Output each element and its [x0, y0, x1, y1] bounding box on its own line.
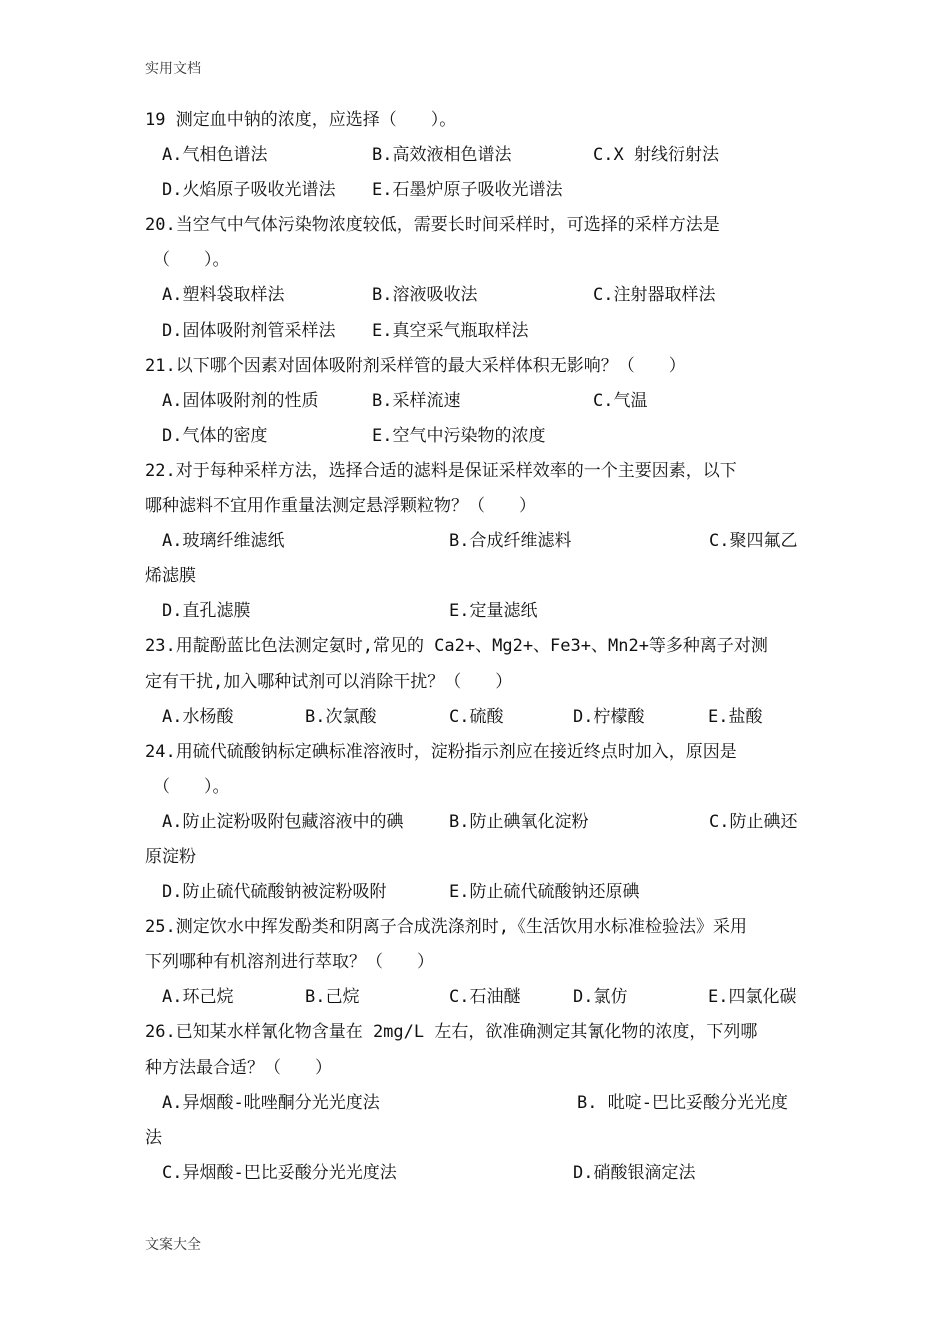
option-row	[145, 314, 810, 349]
page-footer: 文案大全	[145, 1237, 201, 1253]
question-stem: 21.以下哪个因素对固体吸附剂采样管的最大采样体积无影响？（ ）	[145, 355, 686, 376]
option-a: A.异烟酸-吡唑酮分光光度法	[162, 1092, 380, 1113]
option-c: C.异烟酸-巴比妥酸分光光度法	[162, 1162, 397, 1183]
option-b: B.合成纤维滤料	[449, 531, 572, 552]
option-c: C.防止碘还	[709, 811, 798, 832]
option-c: C.石油醚	[449, 987, 521, 1008]
option-e: E.石墨炉原子吸收光谱法	[372, 180, 563, 201]
option-row	[145, 594, 810, 629]
option-e: E.定量滤纸	[449, 601, 538, 622]
question-stem: 24.用硫代硫酸钠标定碘标准溶液时，淀粉指示剂应在接近终点时加入，原因是	[145, 741, 737, 762]
question-stem-cont: 哪种滤料不宜用作重量法测定悬浮颗粒物？（ ）	[145, 496, 536, 517]
option-a: A.玻璃纤维滤纸	[162, 531, 285, 552]
option-a: A.气相色谱法	[162, 145, 268, 166]
option-e: E.防止硫代硫酸钠还原碘	[449, 882, 640, 903]
question-stem: 19 测定血中钠的浓度，应选择（ ）。	[145, 110, 457, 130]
option-b: B.溶液吸收法	[372, 285, 478, 306]
option-row	[145, 419, 810, 454]
question-stem: 25.测定饮水中挥发酚类和阴离子合成洗涤剂时,《生活饮用水标准检验法》采用	[145, 917, 747, 938]
question-21	[145, 349, 810, 454]
question-22	[145, 454, 810, 629]
option-c: C.气温	[593, 390, 648, 411]
question-23	[145, 629, 810, 734]
question-26	[145, 1015, 810, 1190]
question-stem-cont: （ ）。	[153, 250, 230, 271]
question-stem-cont: （ ）。	[153, 776, 230, 797]
option-row	[145, 980, 810, 1015]
option-d: D.柠檬酸	[573, 706, 645, 727]
option-row	[145, 805, 810, 840]
question-stem-cont: 定有干扰,加入哪种试剂可以消除干扰？（ ）	[145, 671, 513, 692]
option-row	[145, 524, 810, 559]
option-c: C.X 射线衍射法	[593, 145, 719, 166]
question-stem-cont: 下列哪种有机溶剂进行萃取？（ ）	[145, 952, 434, 973]
option-e: E.四氯化碳	[708, 987, 797, 1008]
question-list	[145, 103, 810, 1191]
option-d: D.气体的密度	[162, 425, 268, 446]
option-b: B.防止碘氧化淀粉	[449, 811, 589, 832]
question-24	[145, 735, 810, 910]
option-d: D.氯仿	[573, 987, 628, 1008]
option-d: D.硝酸银滴定法	[573, 1162, 696, 1183]
option-wrap: 烯滤膜	[145, 566, 196, 587]
option-d: D.固体吸附剂管采样法	[162, 320, 336, 341]
option-row	[145, 384, 810, 419]
option-row	[145, 138, 810, 173]
option-c: C.聚四氟乙	[709, 531, 798, 552]
option-a: A.环己烷	[162, 987, 234, 1008]
option-wrap: 原淀粉	[145, 846, 196, 867]
option-c: C.硫酸	[449, 706, 504, 727]
option-e: E.真空采气瓶取样法	[372, 320, 529, 341]
option-a: A.水杨酸	[162, 706, 234, 727]
option-row	[145, 173, 810, 208]
question-20	[145, 208, 810, 348]
option-b: B. 吡啶-巴比妥酸分光光度	[577, 1092, 788, 1113]
option-c: C.注射器取样法	[593, 285, 716, 306]
option-d: D.防止硫代硫酸钠被淀粉吸附	[162, 882, 387, 903]
option-row	[145, 875, 810, 910]
question-stem: 20.当空气中气体污染物浓度较低，需要长时间采样时，可选择的采样方法是	[145, 215, 720, 236]
option-b: B.采样流速	[372, 390, 461, 411]
option-wrap: 法	[145, 1127, 162, 1148]
option-row	[145, 1086, 810, 1121]
question-25	[145, 910, 810, 1015]
question-stem: 22.对于每种采样方法，选择合适的滤料是保证采样效率的一个主要因素，以下	[145, 460, 737, 481]
option-d: D.直孔滤膜	[162, 601, 251, 622]
option-a: A.防止淀粉吸附包藏溶液中的碘	[162, 811, 404, 832]
question-19	[145, 103, 810, 208]
option-b: B.己烷	[305, 987, 360, 1008]
question-stem: 26.已知某水样氰化物含量在 2mg/L 左右，欲准确测定其氰化物的浓度，下列哪	[145, 1022, 758, 1043]
option-d: D.火焰原子吸收光谱法	[162, 180, 336, 201]
option-e: E.盐酸	[708, 706, 763, 727]
option-e: E.空气中污染物的浓度	[372, 425, 546, 446]
option-b: B.次氯酸	[305, 706, 377, 727]
page-header: 实用文档	[145, 61, 201, 77]
option-row	[145, 700, 810, 735]
option-row	[145, 278, 810, 313]
option-b: B.高效液相色谱法	[372, 145, 512, 166]
question-stem-cont: 种方法最合适？（ ）	[145, 1057, 332, 1078]
option-a: A.塑料袋取样法	[162, 285, 285, 306]
option-a: A.固体吸附剂的性质	[162, 390, 319, 411]
option-row	[145, 1156, 810, 1191]
question-stem: 23.用靛酚蓝比色法测定氨时,常见的 Ca2+、Mg2+、Fe3+、Mn2+等多种离子对测	[145, 636, 768, 657]
